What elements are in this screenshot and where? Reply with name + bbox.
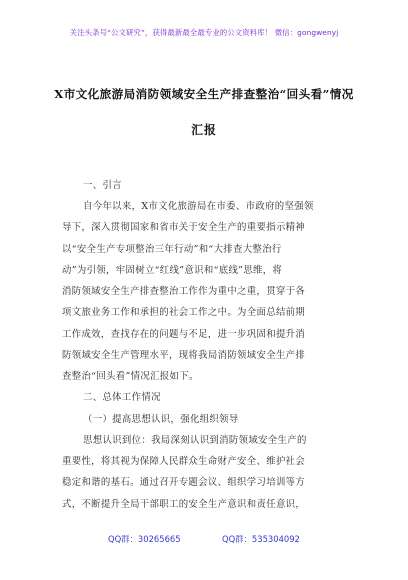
paragraph-line: 以“安全生产专项整治三年行动”和“大排查大整治行 xyxy=(62,244,282,255)
footer-qq-group-1: QQ群：30265665 xyxy=(108,534,181,544)
paragraph-line: 思想认识到位：我局深刻认识到消防领域安全生产的 xyxy=(83,435,307,446)
paragraph-line: 导下，深入贯彻国家和省市关于安全生产的重要指示精神 xyxy=(62,222,306,233)
section-heading-overview: 二、总体工作情况 xyxy=(83,392,161,403)
paragraph-line: 式，不断提升全局干部职工的安全生产意识和责任意识， xyxy=(62,499,306,510)
paragraph-line: 项文旅业务工作和承担的社会工作之中。为全面总结前期 xyxy=(62,307,306,318)
document-title-continued: 汇报 xyxy=(191,123,217,137)
paragraph-line: 自今年以来，X市文化旅游局在市委、市政府的坚强领 xyxy=(83,201,314,212)
footer-qq-group-2: QQ群：535304092 xyxy=(222,534,300,544)
paragraph-line: 查整治“回头看”情况汇报如下。 xyxy=(62,371,199,382)
paragraph-line: 工作成效，查找存在的问题与不足，进一步巩固和提升消 xyxy=(62,329,306,340)
header-promo: 关注头条号“公文研究”，获得最新最全最专业的公文资料库！ 微信：gongwenyj xyxy=(69,28,339,37)
document-title: X市文化旅游局消防领域安全生产排查整治“回头看”情况 xyxy=(54,87,354,101)
paragraph-line: 消防领域安全生产排查整治工作作为重中之重，贯穿于各 xyxy=(62,286,306,297)
paragraph-line: 重要性，将其视为保障人民群众生命财产安全、维护社会 xyxy=(62,456,306,467)
paragraph-line: 防领域安全生产管理水平，现将我局消防领域安全生产排 xyxy=(62,350,306,361)
paragraph-line: 稳定和谐的基石。通过召开专题会议、组织学习培训等方 xyxy=(62,477,306,488)
section-heading-intro: 一、引言 xyxy=(83,180,122,191)
subsection-heading: （一）提高思想认识，强化组织领导 xyxy=(83,414,239,425)
paragraph-line: 动”为引领，牢固树立“红线”意识和“底线”思维，将 xyxy=(62,265,283,276)
footer xyxy=(0,533,408,547)
